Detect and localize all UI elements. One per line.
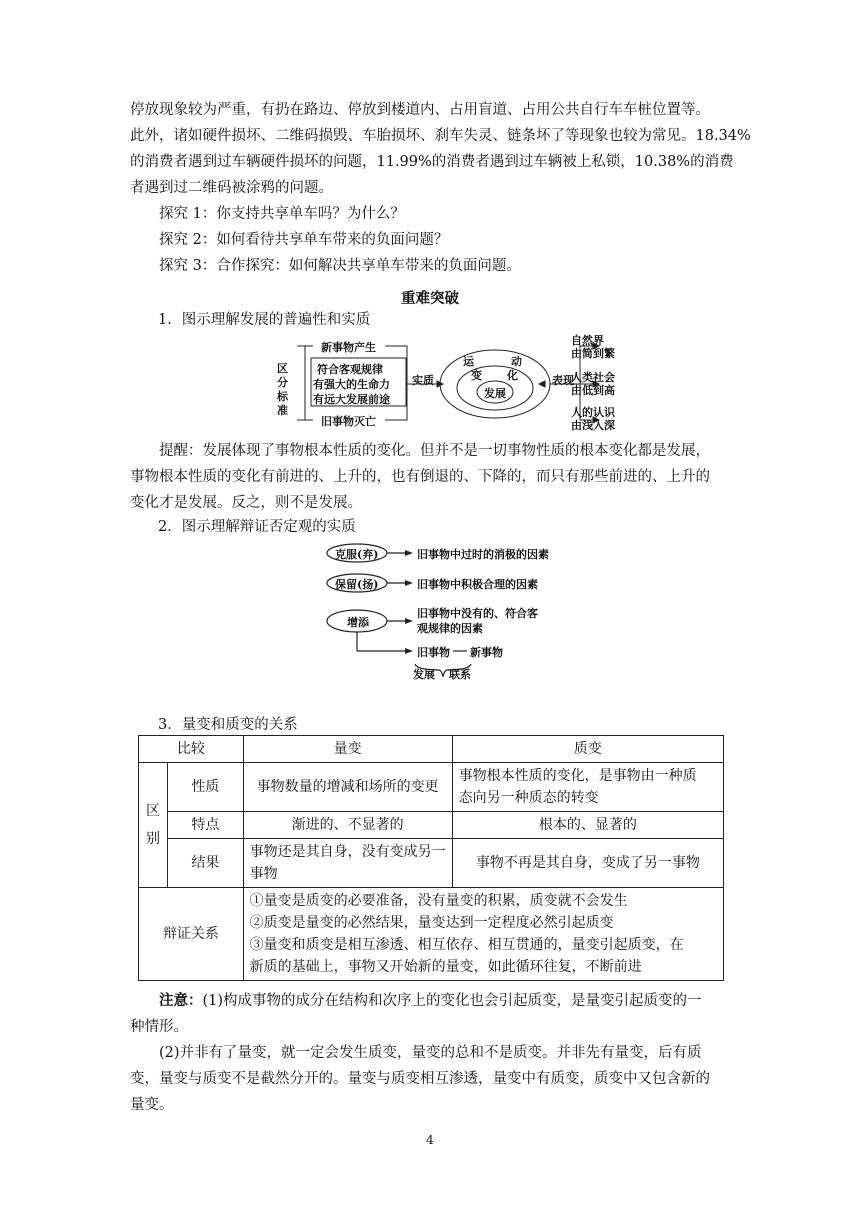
criteria-char: 分: [277, 376, 288, 389]
header-cell: 质变: [452, 736, 723, 763]
criterion-2: 有强大的生命力: [313, 378, 390, 391]
question-1: 探究 1：你支持共享单车吗？为什么？: [159, 206, 405, 222]
negation-diagram: [325, 542, 565, 682]
item1-heading: 1．图示理解发展的普遍性和实质: [158, 312, 371, 328]
ring-char: 动: [511, 355, 522, 368]
add-text: [417, 606, 538, 636]
criteria-char: 准: [277, 404, 288, 417]
cell-line: 事物根本性质的变化，是事物由一种质: [458, 768, 697, 784]
comparison-table: [138, 735, 724, 981]
ring-char: 运: [463, 355, 474, 368]
criterion-3: 有远大发展前途: [313, 393, 390, 406]
group-cell: [139, 763, 168, 888]
text-line: 量变。: [130, 1097, 174, 1113]
quantity-cell: 事物还是其自身，没有变成另一事物: [243, 839, 452, 888]
dialectic-label: 辩证关系: [139, 888, 244, 981]
ring-char: 化: [507, 369, 518, 382]
cell-line: 态向另一种质态的转变: [458, 790, 599, 806]
quantity-cell: 渐进的、不显著的: [243, 812, 452, 839]
overcome-label: 克服(弃): [335, 548, 379, 561]
old-thing-dies: 旧事物灭亡: [321, 415, 376, 428]
manifest-text: 自然界: [571, 334, 604, 347]
add-text-line: 旧事物中没有的、符合客: [417, 607, 538, 620]
page-number: 4: [426, 1133, 434, 1147]
manifest-text: 由简到繁: [571, 347, 615, 360]
criterion-1: 符合客观规律: [317, 363, 383, 376]
note-text: (1)构成事物的成分在结构和次序上的变化也会引起质变，是量变引起质变的一: [202, 993, 702, 1009]
note-label: 注意：: [159, 992, 203, 1009]
dialectic-cell: [243, 888, 723, 981]
row-label: 结果: [168, 839, 244, 888]
text-line: 此外，诸如硬件损坏、二维码损毁、车胎损坏、刹车失灵、链条坏了等现象也较为常见。18.34%: [130, 128, 751, 144]
manifest-text: 由浅入深: [571, 419, 615, 432]
ring-char: 变: [471, 369, 482, 382]
row-label: 性质: [168, 763, 244, 812]
table-row: [139, 839, 724, 888]
cell-line: ①量变是质变的必要准备，没有量变的积累，质变就不会发生: [249, 893, 628, 909]
new-thing-arises: 新事物产生: [321, 341, 376, 354]
old-thing: 旧事物: [417, 646, 450, 659]
manifest-text: 人类社会: [571, 371, 615, 384]
cell-line: 新质的基础上，事物又开始新的量变，如此循环往复，不断前进: [249, 959, 642, 975]
table-row: [139, 763, 724, 812]
group-label: 区别: [146, 803, 160, 847]
text-line: 事物根本性质的变化有前进的、上升的，也有倒退的、下降的，而只有那些前进的、上升的: [130, 469, 710, 485]
header-cell: 量变: [243, 736, 452, 763]
note-paragraph: [130, 988, 730, 1118]
ring-center: 发展: [484, 387, 506, 400]
new-thing: 新事物: [470, 646, 503, 659]
essence-label: 实质: [412, 374, 434, 387]
quantity-cell: 事物数量的增减和场所的变更: [243, 763, 452, 812]
text-line: 的消费者遇到过车辆硬件损坏的问题，11.99%的消费者遇到过车辆被上私锁，10.38%的消费: [130, 154, 734, 170]
text-line: 者遇到过二维码被涂鸦的问题。: [130, 180, 333, 196]
manifest-text: 由低到高: [571, 384, 615, 397]
cell-line: ③量变和质变是相互渗透、相互依存、相互贯通的，量变引起质变，在: [249, 937, 684, 953]
link-label: 联系: [449, 668, 471, 681]
intro-paragraph: [130, 97, 751, 279]
row-label: 特点: [168, 812, 244, 839]
criteria-char: 标: [277, 390, 288, 403]
text-line: 变化才是发展。反之，则不是发展。: [130, 495, 362, 511]
item3-heading: 3．量变和质变的关系: [158, 717, 298, 733]
note-line: [130, 988, 730, 1014]
text-line: 变，量变与质变不是截然分开的。量变与质变相互渗透，量变中有质变，质变中又包含新的: [130, 1071, 710, 1087]
manifest-label: 表现: [552, 374, 574, 387]
tip-paragraph: [130, 438, 730, 516]
table-row: [139, 736, 724, 763]
text-line: (2)并非有了量变，就一定会发生质变，量变的总和不是质变。并非先有量变，后有质: [159, 1045, 702, 1061]
manifest-text: 人的认识: [571, 406, 615, 419]
quality-cell: [452, 763, 723, 812]
criteria-char: 区: [277, 362, 288, 375]
criteria-label: [277, 362, 288, 418]
header-cell: 比较: [139, 736, 244, 763]
keep-label: 保留(扬): [335, 578, 379, 591]
manifest-cognition: [571, 406, 615, 432]
add-text-line: 观规律的因素: [417, 622, 483, 635]
question-3: 探究 3：合作探究：如何解决共享单车带来的负面问题。: [159, 258, 521, 274]
add-label: 增添: [347, 616, 369, 629]
overcome-text: 旧事物中过时的消极的因素: [417, 548, 549, 561]
quality-cell: 事物不再是其自身，变成了另一事物: [452, 839, 723, 888]
manifest-nature: [571, 334, 615, 360]
text-line: 停放现象较为严重，有扔在路边、停放到楼道内、占用盲道、占用公共自行车车桩位置等。: [130, 102, 710, 118]
table-row: [139, 812, 724, 839]
text-line: 种情形。: [130, 1019, 188, 1035]
question-2: 探究 2：如何看待共享单车带来的负面问题？: [159, 232, 449, 248]
section-title: 重难突破: [401, 290, 459, 307]
keep-text: 旧事物中积极合理的因素: [417, 578, 538, 591]
development-diagram: [275, 334, 627, 430]
table-row: [139, 888, 724, 981]
text-line: 提醒：发展体现了事物根本性质的变化。但并不是一切事物性质的根本变化都是发展，: [159, 443, 710, 459]
manifest-society: [571, 371, 615, 397]
cell-line: ②质变是量变的必然结果，量变达到一定程度必然引起质变: [249, 915, 614, 931]
develop-label: 发展: [413, 668, 435, 681]
quality-cell: 根本的、显著的: [452, 812, 723, 839]
item2-heading: 2．图示理解辩证否定观的实质: [158, 519, 356, 535]
